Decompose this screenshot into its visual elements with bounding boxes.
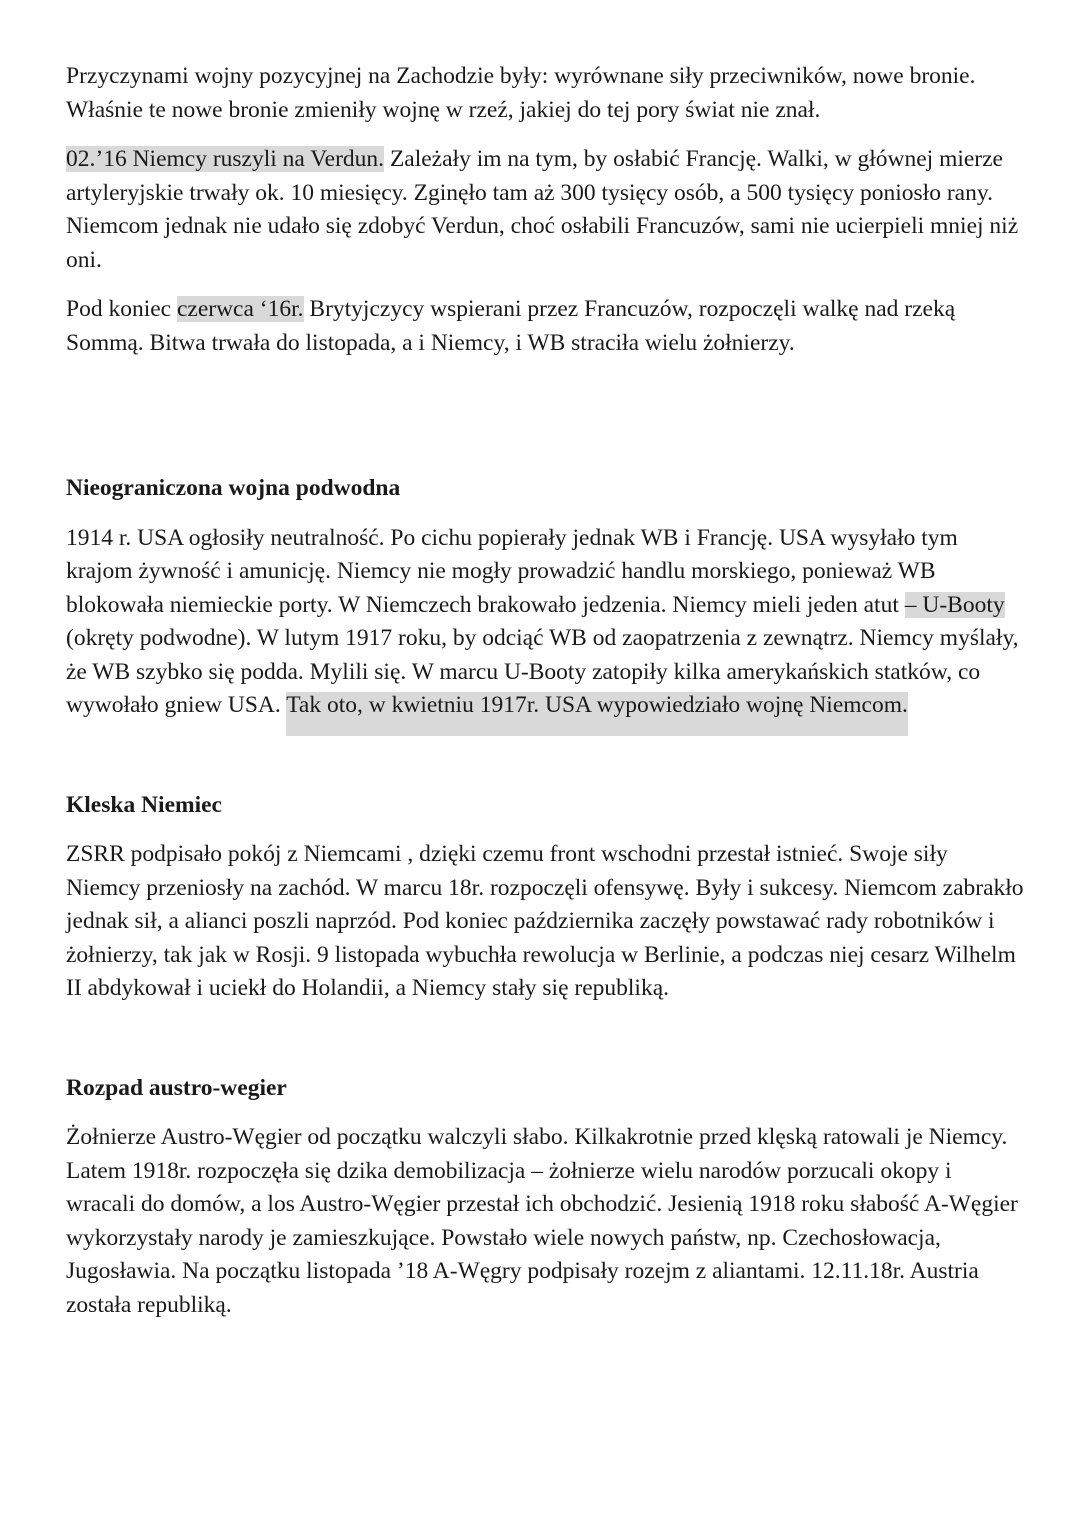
spacer <box>66 1006 1026 1072</box>
paragraph-somme-text: Brytyjczycy wspierani przez Francuzów, rozpoczęli walkę nad rzeką Sommą. Bitwa trwała do listopada, a i Niemcy, i WB straciła wielu żołnierzy. <box>66 296 956 356</box>
section-text-austria-hungary: Żołnierze Austro-Węgier od początku walczyli słabo. Kilkakrotnie przed klęską ratowali je Niemcy. Latem 1918r. rozpoczęła się dzika demobilizacja – żołnierze wielu narodów porzucali okopy i wracali do domów, a los Austro-Węgier przestał ich obchodzić. Jesienią 1918 roku słabość A-Węgier wykorzystały narody je zamieszkujące. Powstało wiele nowych państw, np. Czechosłowacja, Jugosławia. Na początku listopada ’18 A-Węgry podpisały rozejm z aliantami. 12.11.18r. Austria została republiką. <box>66 1124 1018 1318</box>
highlight-verdun: 02.’16 Niemcy ruszyli na Verdun. <box>66 146 385 172</box>
spacer <box>66 360 1026 472</box>
highlight-usa-war: Tak oto, w kwietniu 1917r. USA wypowiedziało wojnę Niemcom. <box>286 692 908 736</box>
highlight-somme-date: czerwca ‘16r. <box>176 296 304 322</box>
section-text-submarine-war <box>66 522 1026 723</box>
submarine-text-b: (okręty podwodne). W lutym 1917 roku, by odciąć WB od zaopatrzenia z zewnątrz. Niemcy myślały, że WB szybko się podda. Mylili się. W marcu U-Booty zatopiły kilka amerykańskich statków, co wywołało gniew USA. <box>66 625 1019 718</box>
paragraph-verdun <box>66 143 1026 277</box>
submarine-text-a: 1914 r. USA ogłosiły neutralność. Po cichu popierały jednak WB i Francję. USA wysyłało tym krajom żywność i amunicję. Niemcy nie mogły prowadzić handlu morskiego, ponieważ WB blokowała niemieckie porty. W Niemczech brakowało jedzenia. Niemcy mieli jeden atut <box>66 524 958 618</box>
document-page <box>66 60 1026 1322</box>
paragraph-somme <box>66 293 1026 360</box>
paragraph-somme-start: Pod koniec <box>66 296 177 322</box>
paragraph-causes: Przyczynami wojny pozycyjnej na Zachodzie były: wyrównane siły przeciwników, nowe bronie. Właśnie te nowe bronie zmieniły wojnę w rzeź, jakiej do tej pory świat nie znał. <box>66 63 976 123</box>
section-heading-german-defeat: Kleska Niemiec <box>66 791 222 818</box>
section-heading-submarine-war: Nieograniczona wojna podwodna <box>66 475 401 501</box>
section-heading-austria-hungary: Rozpad austro-wegier <box>66 1074 287 1101</box>
highlight-u-boots: – U-Booty <box>904 591 1005 618</box>
section-text-german-defeat: ZSRR podpisało pokój z Niemcami , dzięki czemu front wschodni przestał istnieć. Swoje siły Niemcy przeniosły na zachód. W marcu 18r. rozpoczęli ofensywę. Były i sukcesy. Niemcom zabrakło jednak sił, a alianci poszli naprzód. Pod koniec października zaczęły powstawać rady robotników i żołnierzy, tak jak w Rosji. 9 listopada wybuchła rewolucja w Berlinie, a podczas niej cesarz Wilhelm II abdykował i uciekł do Holandii, a Niemcy stały się republiką. <box>66 841 1024 1001</box>
paragraph-verdun-text: Zależały im na tym, by osłabić Francję. Walki, w głównej mierze artyleryjskie trwały ok. 10 miesięcy. Zginęło tam aż 300 tysięcy osób, a 500 tysięcy poniosło rany. Niemcom jednak nie udało się zdobyć Verdun, choć osłabili Francuzów, sami nie ucierpieli mniej niż oni. <box>66 146 1019 273</box>
